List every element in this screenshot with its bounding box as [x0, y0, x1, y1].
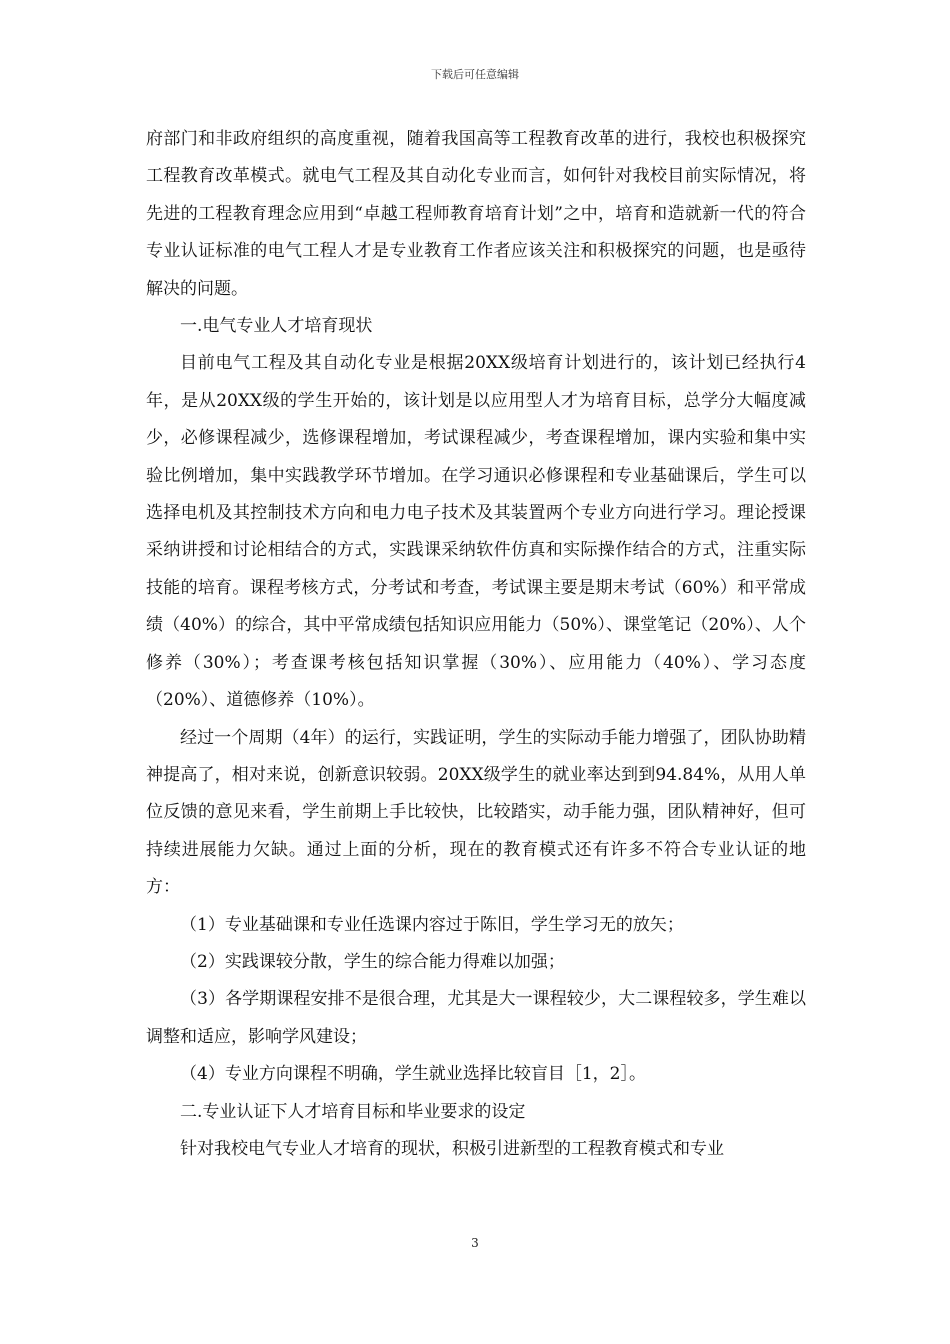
page-number: 3 — [471, 1236, 479, 1250]
list-item-3: （3）各学期课程安排不是很合理，尤其是大一课程较少，大二课程较多，学生难以调整和适应，影响学风建设； — [146, 989, 806, 1047]
list-item-4: （4）专业方向课程不明确，学生就业选择比较盲目［1，2］。 — [180, 1064, 646, 1085]
document-body — [146, 121, 806, 1168]
paragraph-training-status: 目前电气工程及其自动化专业是根据20XX级培育计划进行的，该计划已经执行4年，是从20XX级的学生开始的，该计划是以应用型人才为培育目标，总学分大幅度减少，必修课程减少，选修课程增加，考试课程减少，考查课程增加，课内实验和集中实验比例增加，集中实践教学环节增加。在学习通识必修课程和专业基础课后，学生可以选择电机及其控制技术方向和电力电子技术及其装置两个专业方向进行学习。理论授课采纳讲授和讨论相结合的方式，实践课采纳软件仿真和实际操作结合的方式，注重实际技能的培育。课程考核方式，分考试和考查，考试课主要是期末考试（60%）和平常成绩（40%）的综合，其中平常成绩包括知识应用能力（50%）、课堂笔记（20%）、人个修养（30%）；考查课考核包括知识掌握（30%）、应用能力（40%）、学习态度（20%）、道德修养（10%）。 — [146, 353, 806, 711]
list-item-2: （2）实践课较分散，学生的综合能力得难以加强； — [180, 951, 565, 972]
section-heading-1: 一.电气专业人才培育现状 — [180, 316, 373, 337]
paragraph-reform-intro: 针对我校电气专业人才培育的现状，积极引进新型的工程教育模式和专业 — [180, 1138, 724, 1159]
paragraph-cycle-results: 经过一个周期（4年）的运行，实践证明，学生的实际动手能力增强了，团队协助精神提高了，相对来说，创新意识较弱。20XX级学生的就业率达到到94.84%，从用人单位反馈的意见来看，学生前期上手比较快，比较踏实，动手能力强，团队精神好，但可持续进展能力欠缺。通过上面的分析，现在的教育模式还有许多不符合专业认证的地方： — [146, 727, 806, 898]
list-item-1: （1）专业基础课和专业任选课内容过于陈旧，学生学习无的放矢； — [180, 914, 684, 935]
paragraph-continued: 府部门和非政府组织的高度重视，随着我国高等工程教育改革的进行，我校也积极探究工程教育改革模式。就电气工程及其自动化专业而言，如何针对我校目前实际情况，将先进的工程教育理念应用到“卓越工程师教育培育计划”之中，培育和造就新一代的符合专业认证标准的电气工程人才是专业教育工作者应该关注和积极探究的问题，也是亟待解决的问题。 — [146, 129, 806, 299]
page-header: 下载后可任意编辑 — [431, 68, 519, 81]
section-heading-2: 二.专业认证下人才培育目标和毕业要求的设定 — [180, 1101, 526, 1122]
